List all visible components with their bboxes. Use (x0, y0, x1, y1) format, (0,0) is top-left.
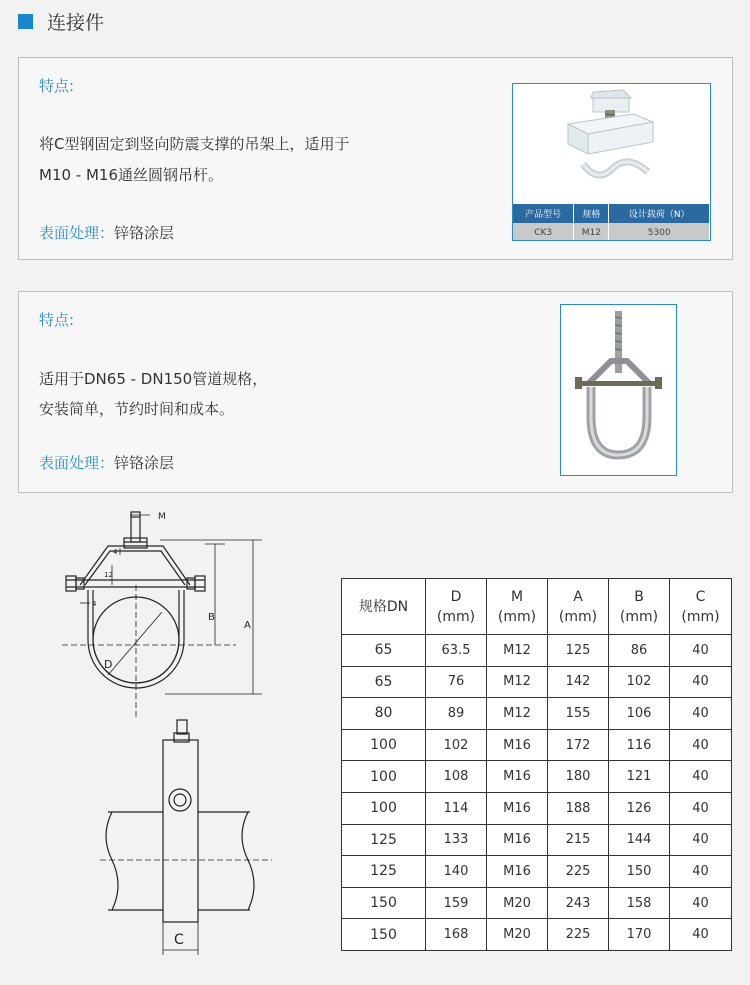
table-cell: 159 (426, 887, 487, 919)
table-cell: 133 (426, 824, 487, 856)
table-cell: 170 (609, 919, 670, 951)
table-cell: 158 (609, 887, 670, 919)
table-cell: 40 (670, 761, 732, 793)
table-cell: M16 (487, 856, 548, 888)
surface-value: 锌铬涂层 (114, 224, 175, 242)
table-cell: M20 (487, 887, 548, 919)
table-cell: 100 (342, 792, 426, 824)
table-cell: 108 (426, 761, 487, 793)
header-label: A (573, 588, 583, 605)
feature-label: 特点: (39, 311, 75, 329)
table-cell: 155 (548, 698, 609, 730)
table-row (342, 635, 732, 667)
table-header (548, 579, 609, 635)
header-label: B (634, 588, 644, 605)
table-cell: 168 (426, 919, 487, 951)
table-cell: 40 (670, 887, 732, 919)
label-A: A (244, 620, 251, 631)
table-cell: 142 (548, 666, 609, 698)
table-cell: M16 (487, 792, 548, 824)
table-cell: 180 (548, 761, 609, 793)
table-header (426, 579, 487, 635)
table-row (342, 666, 732, 698)
table-cell: 40 (670, 792, 732, 824)
table-cell: 125 (342, 824, 426, 856)
table-cell: 86 (609, 635, 670, 667)
drawing-clamp-side (163, 740, 198, 922)
table-row (342, 856, 732, 888)
table-cell: 121 (609, 761, 670, 793)
section-marker-icon (18, 14, 33, 29)
table-cell: 63.5 (426, 635, 487, 667)
table-header: 设计载荷（N） (609, 204, 710, 223)
table-cell: 40 (670, 666, 732, 698)
table-cell: 225 (548, 856, 609, 888)
table-header: 规格 (574, 204, 609, 223)
drawing-bracket (80, 546, 190, 585)
header-unit: (mm) (436, 608, 476, 625)
label-4-top: 4 (113, 548, 118, 556)
clevis-hanger-picture (561, 305, 676, 475)
table-cell: M16 (487, 761, 548, 793)
table-row (342, 887, 732, 919)
table-cell: 89 (426, 698, 487, 730)
table-header-row (342, 579, 732, 635)
feature-desc-line2: 安装简单，节约时间和成本。 (39, 400, 235, 418)
table-cell: 40 (670, 919, 732, 951)
table-row (342, 792, 732, 824)
label-4-left: 4 (92, 600, 97, 608)
table-cell: 116 (609, 729, 670, 761)
table-cell: 76 (426, 666, 487, 698)
table-cell: 40 (670, 729, 732, 761)
feature-desc-line2: M10 - M16通丝圆钢吊杆。 (39, 166, 224, 184)
table-cell: 80 (342, 698, 426, 730)
table-cell: M20 (487, 919, 548, 951)
label-D: D (104, 658, 113, 671)
table-cell: 150 (609, 856, 670, 888)
table-cell: M16 (487, 729, 548, 761)
product-image-1 (512, 83, 711, 241)
table-cell: M12 (487, 635, 548, 667)
table-row (342, 761, 732, 793)
table-cell: 102 (609, 666, 670, 698)
table-cell: 125 (342, 856, 426, 888)
table-cell: 106 (609, 698, 670, 730)
table-cell: M16 (487, 824, 548, 856)
table-cell: 188 (548, 792, 609, 824)
table-cell: 144 (609, 824, 670, 856)
table-cell: 5300 (609, 223, 710, 241)
table-header-row (513, 204, 710, 223)
header-unit: (mm) (497, 608, 537, 625)
surface-treatment (39, 452, 174, 473)
table-cell: 243 (548, 887, 609, 919)
feature-label: 特点: (39, 77, 75, 95)
label-M: M (158, 512, 166, 522)
surface-value: 锌铬涂层 (114, 454, 175, 472)
table-cell: 150 (342, 887, 426, 919)
header-label: 规格DN (358, 598, 409, 615)
header-unit: (mm) (558, 608, 598, 625)
header-label: C (695, 588, 706, 605)
table-cell: 40 (670, 635, 732, 667)
section-title: 连接件 (47, 11, 105, 34)
table-cell: 150 (342, 919, 426, 951)
table-row (342, 698, 732, 730)
table-header (670, 579, 732, 635)
surface-treatment (39, 222, 174, 243)
table-header (487, 579, 548, 635)
table-cell: 40 (670, 698, 732, 730)
table-cell: M12 (574, 223, 609, 241)
table-row (513, 223, 710, 241)
table-cell: 65 (342, 635, 426, 667)
table-cell: 65 (342, 666, 426, 698)
header-label: M (510, 588, 524, 605)
product-image-2 (560, 304, 677, 476)
table-cell: 126 (609, 792, 670, 824)
table-cell: CK3 (513, 223, 574, 241)
table-cell: 40 (670, 824, 732, 856)
technical-drawing (40, 505, 290, 965)
table-row (342, 919, 732, 951)
table-cell: M12 (487, 666, 548, 698)
table-cell: 172 (548, 729, 609, 761)
header-unit: (mm) (619, 608, 659, 625)
product-spec-table (513, 204, 710, 241)
surface-label: 表面处理： (39, 224, 115, 242)
header-label: D (450, 588, 462, 605)
table-header (609, 579, 670, 635)
product-card-1 (18, 57, 733, 260)
product-card-2 (18, 291, 733, 493)
label-12: 12 (104, 571, 113, 579)
table-header (342, 579, 426, 635)
table-cell: 125 (548, 635, 609, 667)
table-cell: 40 (670, 856, 732, 888)
table-cell: M12 (487, 698, 548, 730)
table-cell: 100 (342, 761, 426, 793)
label-C: C (174, 932, 184, 948)
table-cell: 140 (426, 856, 487, 888)
channel-nut-picture (513, 84, 710, 204)
header-unit: (mm) (681, 608, 720, 625)
dimension-spec-table (341, 578, 732, 951)
table-row (342, 824, 732, 856)
table-cell: 215 (548, 824, 609, 856)
table-cell: 100 (342, 729, 426, 761)
surface-label: 表面处理： (39, 454, 115, 472)
table-cell: 102 (426, 729, 487, 761)
section-header (18, 8, 104, 34)
table-row (342, 729, 732, 761)
label-B: B (208, 612, 215, 623)
feature-desc-line1: 适用于DN65 - DN150管道规格， (39, 370, 268, 388)
feature-desc-line1: 将C型钢固定到竖向防震支撑的吊架上，适用于 (39, 135, 350, 153)
table-header: 产品型号 (513, 204, 574, 223)
table-cell: 114 (426, 792, 487, 824)
table-cell: 225 (548, 919, 609, 951)
